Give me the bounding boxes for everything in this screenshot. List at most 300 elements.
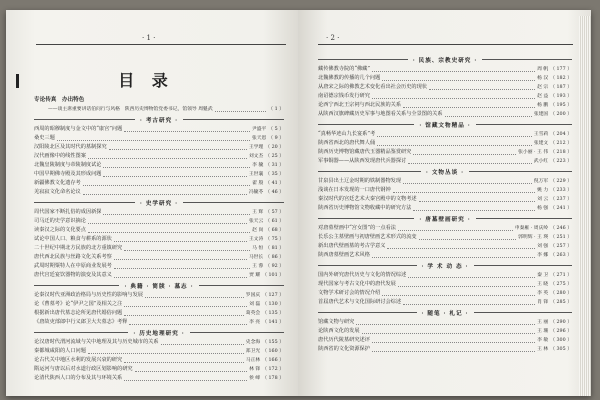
section-rule [476, 218, 572, 219]
section-heading [34, 114, 284, 125]
entry-page: （ 251 ） [550, 235, 572, 240]
entry-title: 论清代陕西人口的分布及其与环境关系 [34, 375, 123, 381]
entry-title: 根据新出唐代墓志论所见唐代婚俗问题 [34, 310, 123, 316]
entry-page: （ 160 ） [262, 349, 284, 354]
section-rule [318, 218, 414, 219]
entry-page: （ 263 ） [550, 253, 572, 258]
entry-author: 赵 岗 [252, 228, 264, 233]
entry-title: 陕西唐墓壁画艺术风格 [318, 252, 370, 258]
section-heading [318, 213, 572, 224]
entry-author: 刘 强 [537, 244, 549, 249]
toc-entry[interactable] [318, 83, 572, 92]
toc-entry[interactable] [34, 134, 284, 143]
leader-dots [114, 268, 250, 269]
toc-entry[interactable] [34, 300, 284, 309]
toc-entry[interactable] [34, 309, 284, 318]
entry-page: （ 130 ） [262, 302, 284, 307]
entry-page: （ 172 ） [262, 367, 284, 372]
toc-entry[interactable] [318, 280, 572, 289]
leader-dots [124, 131, 250, 132]
entry-page: （ 271 ） [550, 273, 572, 278]
entry-author: 刘文杰 [248, 154, 264, 159]
entry-page: （ 193 ） [550, 94, 572, 99]
entry-page: （ 187 ） [550, 85, 572, 90]
entry-page: （ 296 ） [550, 329, 572, 334]
leader-dots [114, 277, 247, 278]
entry-page: （ 178 ） [262, 376, 284, 381]
entry-author: 郭明辉 · 王 瑛 [518, 235, 549, 240]
leader-dots [88, 223, 247, 224]
entry-author: 杨 强 [537, 206, 549, 211]
entry-title: 唐代西北民族与丝路文化关系考察 [34, 254, 112, 260]
leader-dots [419, 239, 517, 240]
entry-page: （ 31 ） [265, 163, 284, 168]
section-rule [318, 265, 417, 266]
entry-page: （ 204 ） [550, 132, 572, 137]
entry-title: 现代国家与考古文化中的唐代发展 [318, 281, 396, 287]
toc-entry[interactable] [34, 374, 284, 383]
leader-dots [372, 257, 535, 258]
entry-author: 尹盛平 [251, 127, 267, 132]
entry-page: （ 61 ） [265, 219, 284, 224]
entry-title: 对唐墓壁画中“宫女图”的一点看法 [318, 225, 396, 231]
toc-entry[interactable] [34, 179, 284, 188]
entry-page: （ 101 ） [262, 273, 284, 278]
toc-entry[interactable] [318, 148, 572, 157]
toc-entry[interactable] [318, 336, 572, 345]
toc-entry[interactable] [318, 74, 572, 83]
entry-page: （ 237 ） [550, 197, 572, 202]
entry-title: 甘泉县出土辽金时期的铁制器物发现 [318, 178, 402, 184]
feature-subtitle-text: ——谈主席重要讲话伯问行与风格 陕西历史博物馆党委书记，馆领导 周魁武 [48, 107, 213, 112]
entry-author: 张天云 [248, 219, 264, 224]
entry-page: （ 92 ） [265, 264, 284, 269]
entry-page: （ 35 ） [265, 172, 284, 177]
section-rule [190, 332, 284, 333]
leader-dots [129, 324, 247, 325]
leader-dots [372, 342, 535, 343]
leader-dots [356, 324, 535, 325]
entry-page: （ 25 ） [265, 154, 284, 159]
toc-entry[interactable] [34, 188, 284, 197]
entry-page: （ 155 ） [262, 340, 284, 345]
right-toc [318, 54, 572, 354]
toc-entry[interactable] [34, 244, 284, 253]
toc-entry[interactable] [318, 65, 572, 74]
entry-page: （ 223 ） [550, 159, 572, 164]
entry-author: 王世襄 [248, 172, 264, 177]
entry-author: 翟 殷 [252, 181, 264, 186]
entry-title: 秦汉时代的宫廷艺术大秦宫殿中的文物考述 [318, 196, 417, 202]
leader-dots [103, 167, 250, 168]
header-rule [36, 44, 286, 45]
toc-entry[interactable] [318, 130, 572, 139]
entry-author: 王雪莉 [533, 132, 549, 137]
toc-entry[interactable] [34, 356, 284, 365]
toc-entry[interactable] [318, 289, 572, 298]
entry-author: 武小红 [533, 159, 549, 164]
entry-author: 刘 磊 [249, 302, 261, 307]
entry-author: 李 敏 [537, 338, 549, 343]
entry-author: 史念海 [245, 340, 261, 345]
entry-page: （ 177 ） [550, 67, 572, 72]
leader-dots [372, 351, 535, 352]
entry-title: 汉阳陵北区及其时代的墓制探究 [34, 144, 107, 150]
section-heading [34, 280, 284, 291]
entry-page: （ 241 ） [550, 206, 572, 211]
entry-author: 贾 耀 [249, 273, 261, 278]
toc-entry[interactable] [318, 242, 572, 251]
toc-entry[interactable] [318, 139, 572, 148]
leader-dots [88, 232, 250, 233]
entry-title: 唐代历代陵墓研究述评 [318, 337, 370, 343]
entry-author: 申秦雁 · 周庆岭 [514, 226, 549, 231]
entry-page: （ 75 ） [265, 237, 284, 242]
entry-page: （ 233 ） [550, 188, 572, 193]
leader-dots [419, 201, 535, 202]
leader-dots [408, 277, 535, 278]
leader-dots [445, 116, 532, 117]
toc-entry[interactable] [34, 338, 284, 347]
toc-entry[interactable] [34, 365, 284, 374]
toc-entry[interactable] [318, 298, 572, 307]
leader-dots [387, 248, 535, 249]
entry-author: 倪万军 [533, 179, 549, 184]
entry-page: （ 275 ） [550, 282, 572, 287]
toc-entry[interactable] [318, 345, 572, 354]
entry-title: 论陕西文化的发展 [318, 328, 360, 334]
toc-entry[interactable] [34, 226, 284, 235]
entry-author: 王 蓉 [252, 264, 264, 269]
entry-page: （ 229 ） [550, 179, 572, 184]
entry-title: 从陕西汉旗碑藏历史军事与地图看关系与全景图的关系 [318, 111, 443, 117]
entry-author: 秦 卫 [537, 273, 549, 278]
entry-author: 马 恒 [252, 246, 264, 251]
leader-dots [83, 194, 247, 195]
section-heading [318, 307, 572, 318]
entry-title: 陕西省历史博物馆文物收藏中的研究方法 [318, 205, 412, 211]
entry-title: 论古代关中地区水利的发展兴衰的研究 [34, 357, 123, 363]
right-page-number: · 2 · [326, 34, 340, 42]
entry-title: 论西宁西北王宗祠与西北民族的关系 [318, 102, 402, 108]
toc-entry[interactable] [34, 271, 284, 280]
entry-title: 西周的昭穆制度与金文中的“康宫”问题 [34, 126, 123, 132]
entry-title: 羌寂寂文化命名论议 [34, 189, 81, 195]
entry-page: （ 20 ） [265, 145, 284, 150]
toc-entry[interactable] [34, 291, 284, 300]
entry-title: 陕西省的文化资源保护 [318, 346, 370, 352]
leader-dots [429, 89, 535, 90]
section-rule [482, 59, 572, 60]
entry-author: 赵 宗 [537, 85, 549, 90]
entry-page: （ 290 ） [550, 320, 572, 325]
entry-page: （ 246 ） [550, 226, 572, 231]
entry-author: 王 珊 [537, 329, 549, 334]
leader-dots [398, 286, 535, 287]
section-rule [318, 124, 414, 125]
entry-title: 文物学术研讨会的情况介绍 [318, 290, 381, 296]
entry-author: 刘 云 [537, 197, 549, 202]
entry-author: 马世长 [248, 255, 264, 260]
left-page-number: · 1 · [142, 34, 156, 42]
section-rule [183, 202, 284, 203]
section-heading-text: · 历史地理研究 · [133, 330, 185, 337]
entry-title: 国内外研究唐代历史与文化的情况综述 [318, 272, 407, 278]
entry-author: 杨 汉 [537, 76, 549, 81]
entry-title: 隋运河与唐以后对水道行政区划影响的研究 [34, 366, 133, 372]
entry-title: 司马迁的史学意识摘论 [34, 218, 86, 224]
leader-dots [103, 214, 250, 215]
entry-page: （ 9 ） [268, 136, 284, 141]
toc-entry[interactable] [318, 271, 572, 280]
entry-title: 南诏德宗钱币发行研究 [318, 93, 370, 99]
entry-page: （ 135 ） [262, 311, 284, 316]
entry-title: 新疆佛教文化遗存考 [34, 180, 81, 186]
entry-page: （ 300 ） [550, 338, 572, 343]
section-rule [34, 285, 119, 286]
section-heading [34, 197, 284, 208]
entry-author: 赵 益 [537, 94, 549, 99]
leader-dots [382, 80, 535, 81]
entry-page: （ 218 ） [550, 150, 572, 155]
toc-entry[interactable] [318, 224, 572, 233]
entry-author: 冯毓苓 [248, 190, 264, 195]
section-rule [199, 285, 284, 286]
entry-page: （ 305 ） [550, 347, 572, 352]
leader-dots [124, 306, 247, 307]
toc-entry[interactable] [34, 235, 284, 244]
page-stack-edge [579, 16, 591, 396]
entry-page: （ 57 ） [265, 210, 284, 215]
entry-title: 论汉唐时代渭河流域与关中地理及其与历史城市的关系 [34, 339, 159, 345]
entry-author: 张小丽 · 王 伟 [518, 150, 549, 155]
toc-entry[interactable] [34, 318, 284, 327]
section-rule [474, 312, 573, 313]
leader-dots [403, 304, 535, 305]
toc-entry[interactable] [318, 204, 572, 213]
entry-page: （ 5 ） [268, 127, 284, 132]
leader-dots [114, 259, 247, 260]
section-rule [469, 171, 572, 172]
right-page [298, 10, 591, 396]
header-rule [318, 44, 573, 45]
leader-dots [362, 333, 536, 334]
entry-author: 张建国 [533, 112, 549, 117]
entry-author: 罗国庆 [245, 293, 261, 298]
entry-page: （ 41 ） [265, 181, 284, 186]
entry-title: 论《曹墓考》论“伊尹之国”及相关之注 [34, 301, 123, 307]
toc-entry[interactable] [34, 170, 284, 179]
entry-title: 陕西历史博物馆藏唐代玉器精品鉴赏研究 [318, 149, 412, 155]
entry-author: 王学理 [248, 145, 264, 150]
entry-page: （ 81 ） [265, 246, 284, 251]
entry-title: 北魏皇陵制度与帝陵制度试论 [34, 162, 102, 168]
section-heading-text: · 史学研究 · [139, 200, 179, 207]
leader-dots [114, 241, 247, 242]
entry-author: 李 毓 [252, 163, 264, 168]
leader-dots [124, 380, 247, 381]
leader-dots [124, 315, 244, 316]
leader-dots [161, 344, 244, 345]
toc-entry[interactable] [34, 143, 284, 152]
entry-title: 汉代画像中的线性图案 [34, 153, 86, 159]
leader-dots [103, 176, 246, 177]
leader-dots [393, 192, 535, 193]
section-heading [34, 327, 284, 338]
entry-page: （ 195 ） [550, 103, 572, 108]
entry-author: 林 锋 [249, 367, 261, 372]
entry-title: 陕西省西北的唐代舞人俑 [318, 140, 376, 146]
toc-entry[interactable] [34, 125, 284, 134]
section-heading-text: · 民族、宗教史研究 · [412, 57, 478, 64]
entry-title: 首届唐代艺术与文化国际研讨会综述 [318, 299, 402, 305]
toc-entry[interactable] [318, 233, 572, 242]
leader-dots [413, 154, 516, 155]
section-heading [318, 119, 572, 130]
bookmark-tab [16, 74, 19, 88]
entry-author: 王 晓 [537, 282, 549, 287]
entry-title: “真畅华迹山九长宴系”考 [318, 131, 376, 137]
section-rule [318, 171, 421, 172]
entry-title: 馆藏文物与研究 [318, 319, 355, 325]
toc-entry[interactable] [318, 327, 572, 336]
entry-title: 武周时期粟特人在中原商业发展考 [34, 263, 112, 269]
entry-page: （ 212 ） [550, 141, 572, 146]
entry-title: 桑史三题 [34, 135, 55, 141]
entry-author: 葛英会 [245, 311, 261, 316]
leader-dots [377, 145, 532, 146]
entry-title: 读秦汉之际的文化要点 [34, 227, 86, 233]
section-heading [318, 54, 572, 65]
section-rule [183, 119, 284, 120]
book-spread [6, 10, 591, 396]
entry-page: （ 182 ） [550, 76, 572, 81]
entry-page: （ 166 ） [262, 358, 284, 363]
leader-dots [109, 149, 247, 150]
entry-page: （ 280 ） [550, 291, 572, 296]
leader-dots [413, 210, 535, 211]
entry-author: 王 林 [537, 347, 549, 352]
entry-author: 肖 锋 [537, 300, 549, 305]
left-page [6, 10, 298, 396]
leader-dots [57, 140, 250, 141]
section-heading-text: · 学 术 动 态 · [421, 263, 469, 270]
entry-author: 张建文 [533, 141, 549, 146]
section-heading-text: · 考古研究 · [139, 117, 179, 124]
leader-dots [403, 183, 532, 184]
entry-title: 军事铜器——从陕西发现唐代兵器探讨 [318, 158, 407, 164]
leader-dots [88, 353, 244, 354]
section-rule [34, 119, 135, 120]
entry-title: 浅谈在日本发现的一口唐代钢钟 [318, 187, 391, 193]
entry-title: 试论中国人口、粮食与耕系的源状 [34, 236, 112, 242]
entry-title: 《唐故吏部郎中行义郎卫大夫墓志》考释 [34, 319, 128, 325]
leader-dots [88, 158, 247, 159]
entry-title: 秦都城咸阳的人口问题 [34, 348, 86, 354]
section-heading-text: · 随笔 · 札记 · [421, 310, 469, 317]
leader-dots [145, 297, 244, 298]
section-heading-text: · 文物丛谈 · [425, 169, 465, 176]
toc-entry[interactable] [318, 251, 572, 260]
entry-author: 张天恩 [251, 136, 267, 141]
entry-author: 侯 峰 [249, 376, 261, 381]
toc-entry[interactable] [318, 92, 572, 101]
section-heading-text: · 典籍 · 简牍 · 墓志 · [124, 283, 194, 290]
toc-entry[interactable] [318, 318, 572, 327]
entry-author: 王文涛 [248, 237, 264, 242]
toc-entry[interactable] [34, 161, 284, 170]
section-rule [34, 332, 128, 333]
entry-author: 王 辉 [252, 210, 264, 215]
entry-author: 姚 力 [537, 188, 549, 193]
toc-entry[interactable] [34, 208, 284, 217]
feature-heading: 专论传真 办出特色 [34, 97, 85, 103]
entry-title: 二十世纪中期北方民族的北方重镇研究 [34, 245, 123, 251]
left-toc [34, 96, 284, 383]
section-rule [34, 202, 135, 203]
leader-dots [215, 105, 267, 112]
toc-entry[interactable] [34, 347, 284, 356]
section-heading-text: · 唐墓壁画研究 · [419, 216, 471, 223]
feature-subtitle [34, 105, 284, 114]
toc-entry[interactable] [318, 101, 572, 110]
entry-title: 新出唐代壁画墓的考古学意义 [318, 243, 386, 249]
entry-page: （ 127 ） [262, 293, 284, 298]
entry-author: 李 娜 [537, 253, 549, 258]
entry-author: 郑卫光 [245, 349, 261, 354]
section-rule [318, 59, 408, 60]
entry-author: 马正林 [245, 358, 261, 363]
entry-author: 王 丽 [537, 320, 549, 325]
toc-entry[interactable] [318, 195, 572, 204]
toc-entry[interactable] [34, 152, 284, 161]
leader-dots [124, 250, 250, 251]
entry-author: 杨 鹏 [537, 103, 549, 108]
section-heading [318, 260, 572, 271]
toc-entry[interactable] [34, 262, 284, 271]
entry-author: 李 英 [537, 291, 549, 296]
toc-entry[interactable] [318, 177, 572, 186]
entry-page: （ 141 ） [262, 320, 284, 325]
entry-page: （ 68 ） [265, 228, 284, 233]
toc-title: 目 录 [118, 71, 174, 90]
leader-dots [403, 107, 535, 108]
entry-title: 从唐宋之际的佛教艺术变化看出社会历史的现状 [318, 84, 427, 90]
entry-title: 北魏佛教的传播的几个问题 [318, 75, 381, 81]
entry-page: （ 46 ） [265, 190, 284, 195]
toc-entry[interactable] [34, 253, 284, 262]
entry-author: 李 亮 [249, 320, 261, 325]
section-heading [318, 166, 572, 177]
entry-title: 中国早期佛寺殿及其形成问题 [34, 171, 102, 177]
section-rule [474, 265, 573, 266]
leader-dots [398, 230, 513, 231]
leader-dots [135, 371, 247, 372]
toc-entry[interactable] [318, 186, 572, 195]
entry-page: （ 86 ） [265, 255, 284, 260]
entry-title: 论秦汉时代亚洲政治格局与历史性的影响与发展 [34, 292, 143, 298]
feature-page: （ 1 ） [268, 107, 284, 112]
toc-entry[interactable] [318, 110, 572, 119]
toc-entry[interactable] [318, 157, 572, 166]
entry-page: （ 285 ） [550, 300, 572, 305]
leader-dots [83, 185, 250, 186]
entry-page: （ 200 ） [550, 112, 572, 117]
leader-dots [408, 163, 532, 164]
toc-entry[interactable] [34, 217, 284, 226]
section-rule [318, 312, 417, 313]
section-rule [476, 124, 572, 125]
